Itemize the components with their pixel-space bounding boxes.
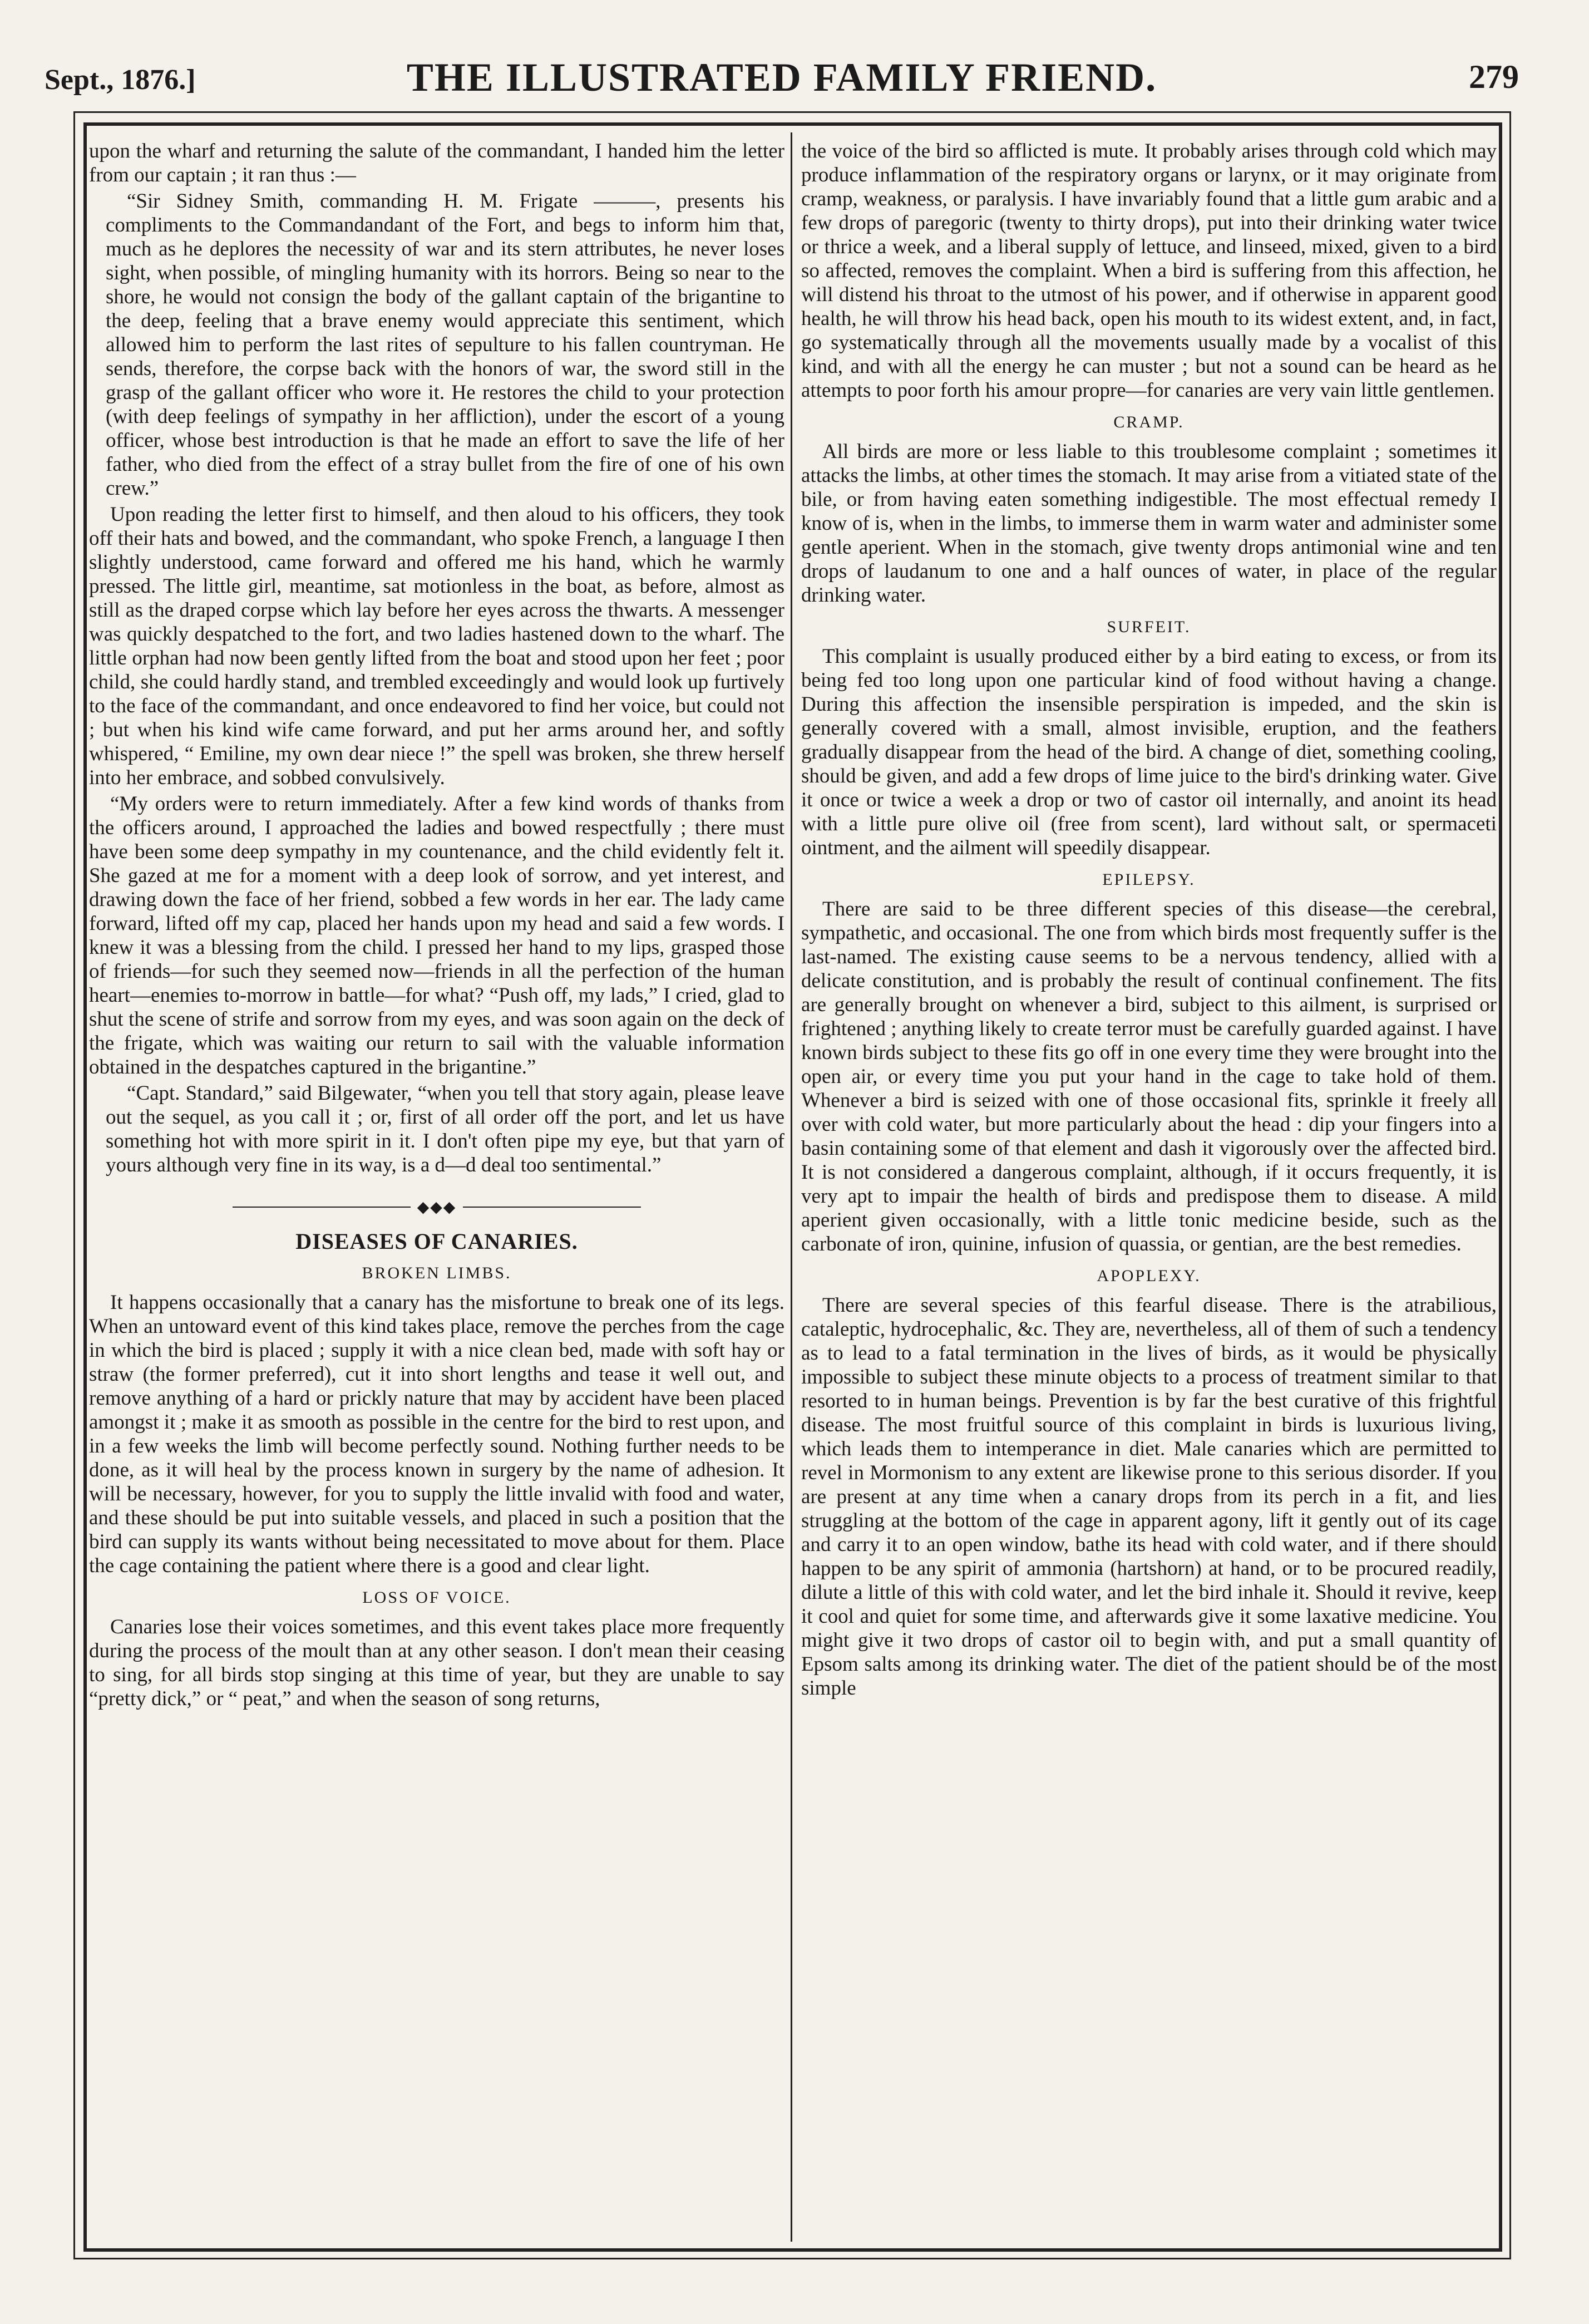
loss-of-voice-continuation: the voice of the bird so afflicted is mute. It probably arises through cold which may produce inflammation of the respiratory organs or larynx, or it may originate from cramp, weakness, or paralysis. I have invariably found that a little gum arabic and a few drops of paregoric (twenty to thirty drops), put into their drinking water twice or thrice a week, and a liberal supply of lettuce, and linseed, mixed, given to a bird so affected, removes the complaint. When a bird is suffering from this affection, he will distend his throat to the utmost of his power, and if otherwise in apparent good health, he will throw his head back, open his mouth to its widest extent, and, in fact, go systematically through all the movements usually made by a vocalist of this kind, and with all the energy he can muster ; but not a sound can be heard as he attempts to poor forth his amour propre—for canaries are very vain little gentlemen. <box>801 140 1497 402</box>
story-letter-quote: “Sir Sidney Smith, commanding H. M. Frigate ———, presents his compliments to the Commandandant of the Fort, and begs to inform him that, much as he deplores the necessity of war and its stern attributes, he never loses sight, when possible, of mingling humanity with its horrors. Being so near to the shore, he would not consign the body of the gallant captain of the brigantine to the deep, feeling that a brave enemy would appreciate this sentiment, which allowed him to perform the last rites of sepulture to his fallen countryman. He sends, therefore, the corpse back with the honors of war, the sword still in the grasp of the gallant officer who wore it. He restores the child to your protection (with deep feelings of sympathy in her affliction), under the escort of a young officer, whose best introduction is that he made an effort to save the life of her father, who died from the effect of a stray bullet from the fire of one of his own crew.” <box>106 190 784 500</box>
section-heading-broken-limbs: BROKEN LIMBS. <box>362 1263 512 1282</box>
left-column <box>89 139 784 2237</box>
section-text-cramp: All birds are more or less liable to this troublesome complaint ; sometimes it attacks the limbs, at other times the stomach. It may arise from a vitiated state of the bile, or from having eaten something indigestible. The most effectual remedy I know of is, when in the limbs, to immerse them in warm water and administer some gentle aperient. When in the stomach, give twenty drops antimonial wine and ten drops of laudanum to one and a half ounces of water, in place of the regular drinking water. <box>801 440 1497 607</box>
page-header <box>45 50 1519 117</box>
section-heading-apoplexy: APOPLEXY. <box>1097 1267 1201 1285</box>
section-ornament: ◆◆◆ <box>89 1194 784 1219</box>
publication-title: THE ILLUSTRATED FAMILY FRIEND. <box>406 55 1157 100</box>
section-heading-loss-of-voice: LOSS OF VOICE. <box>362 1588 511 1607</box>
section-heading-surfeit: SURFEIT. <box>1107 618 1191 636</box>
section-text-loss-of-voice: Canaries lose their voices sometimes, and this event takes place more frequently during the process of the moult than at any other season. I don't mean their ceasing to sing, for all birds stop singing at this time of year, but they are unable to say “pretty dick,” or “ peat,” and when the season of song returns, <box>89 1615 784 1710</box>
story-closing-quote: “Capt. Standard,” said Bilgewater, “when you tell that story again, please leave out the sequel, as you call it ; or, first of all order off the port, and let us have something hot with more spirit in it. I don't often pipe my eye, but that yarn of yours although very fine in its way, is a d—d deal too sentimental.” <box>106 1082 784 1176</box>
section-text-apoplexy: There are several species of this fearful disease. There is the atrabilious, cataleptic, hydrocephalic, &c. They are, nevertheless, all of them of such a tendency as to lead to a fatal termination in the lives of birds, as it would be physically impossible to subject these minute objects to a process of treatment similar to that resorted to in human beings. Prevention is by far the best curative of this frightful disease. The most fruitful source of this complaint in birds is luxurious living, which leads them to intemperance in diet. Male canaries which are permitted to revel in Mormonism to any extent are likewise prone to this serious disorder. If you are present at any time when a canary drops from its perch in a fit, and lies struggling at the bottom of the cage in apparent agony, lift it gently out of its cage and carry it to an open window, bathe its head with cold water, and if there should happen to be any spirit of ammonia (hartshorn) at hand, or to be procured readily, dilute a little of this with cold water, and let the bird inhale it. Should it revive, keep it cool and quiet for some time, and afterwards give it some laxative medicine. You might give it two drops of castor oil to begin with, and put a small quantity of Epsom salts among its drinking water. The diet of the patient should be of the most simple <box>801 1294 1497 1700</box>
story-paragraph: upon the wharf and returning the salute of the commandant, I handed him the letter from our captain ; it ran thus :— <box>89 140 784 186</box>
story-paragraph: Upon reading the letter first to himself, and then aloud to his officers, they took off their hats and bowed, and the commandant, who spoke French, a language I then slightly understood, came forward and offered me his hand, which he warmly pressed. The little girl, meantime, sat motionless in the boat, as before, almost as still as the draped corpse which lay before her eyes across the thwarts. A messenger was quickly despatched to the fort, and two ladies hastened down to the wharf. The little orphan had now been gently lifted from the boat and stood upon her feet ; poor child, she could hardly stand, and trembled exceedingly and would look up furtively to the face of the commandant, and once endeavored to find her voice, but could not ; but when his kind wife came forward, and put her arms around her, and softly whispered, “ Emiline, my own dear niece !” the spell was broken, she threw herself into her embrace, and sobbed convulsively. <box>89 503 784 789</box>
story-paragraph: “My orders were to return immediately. After a few kind words of thanks from the officers around, I approached the ladies and bowed respectfully ; there must have been some deep sympathy in my countenance, and the child evidently felt it. She gazed at me for a moment with a deep look of sorrow, and yet interest, and drawing down the face of her friend, sobbed a few words in her ear. The lady came forward, lifted off my cap, placed her hands upon my head and said a few words. I knew it was a blessing from the child. I pressed her hand to my lips, grasped those of friends—for such they seemed now—friends in all the perfection of the human heart—enemies to-morrow in battle—for what? “Push off, my lads,” I cried, glad to shut the scene of strife and sorrow from my eyes, and was soon again on the deck of the frigate, which was waiting our return to sail with the valuable information obtained in the despatches captured in the brigantine.” <box>89 792 784 1079</box>
issue-date: Sept., 1876.] <box>45 64 196 96</box>
article-title: DISEASES OF CANARIES. <box>295 1228 578 1254</box>
column-divider <box>791 132 792 2242</box>
section-text-surfeit: This complaint is usually produced either by a bird eating to excess, or from its being fed too long upon one particular kind of food without having a change. During this affection the insensible perspiration is impeded, and the skin is generally covered with a small, almost invisible, eruption, and the feathers gradually disappear from the head of the bird. A change of diet, something cooling, should be given, and add a few drops of lime juice to the bird's drinking water. Give it once or twice a week a drop or two of castor oil internally, and anoint its head with a little pure olive oil (free from scent), lard without salt, or spermaceti ointment, and the ailment will speedily disappear. <box>801 645 1497 859</box>
page-number: 279 <box>1469 58 1519 95</box>
section-text-epilepsy: There are said to be three different species of this disease—the cerebral, sympathetic, and occasional. The one from which birds most frequently suffer is the last-named. The existing cause seems to be a nervous tendency, allied with a delicate constitution, and is probably the result of continual confinement. The fits are generally brought on whenever a bird, subject to this ailment, is surprised or frightened ; anything likely to create terror must be carefully guarded against. I have known birds subject to these fits go off in one every time they were brought into the open air, or every time you put your hand in the cage to take hold of them. Whenever a bird is seized with one of those occasional fits, sprinkle it freely all over with cold water, but more particularly about the head : dip your fingers into a basin containing some of that element and dash it vigorously over the affected bird. It is not considered a dangerous complaint, although, if it occurs frequently, it is very apt to impair the health of birds and predispose them to disease. A mild aperient given occasionally, with a little tonic medicine beside, such as the carbonate of iron, quinine, infusion of quassia, or gentian, are the best remedies. <box>801 898 1497 1255</box>
section-heading-epilepsy: EPILEPSY. <box>1102 870 1196 889</box>
section-text-broken-limbs: It happens occasionally that a canary has the misfortune to break one of its legs. When an untoward event of this kind takes place, remove the perches from the cage in which the bird is placed ; supply it with a nice clean bed, made with soft hay or straw (the former preferred), cut it into short lengths and tease it well out, and remove anything of a hard or prickly nature that may by accident have been placed amongst it ; make it as smooth as possible in the centre for the bird to rest upon, and in a few weeks the limb will become perfectly sound. Nothing further needs to be done, as it will heal by the process known in surgery by the name of adhesion. It will be necessary, however, for you to supply the little invalid with food and water, and these should be put into suitable vessels, and placed in such a position that the bird can supply its wants without being necessitated to move about for them. Place the cage containing the patient where there is a good and clear light. <box>89 1291 784 1577</box>
right-column <box>801 139 1497 2237</box>
section-heading-cramp: CRAMP. <box>1113 413 1185 431</box>
